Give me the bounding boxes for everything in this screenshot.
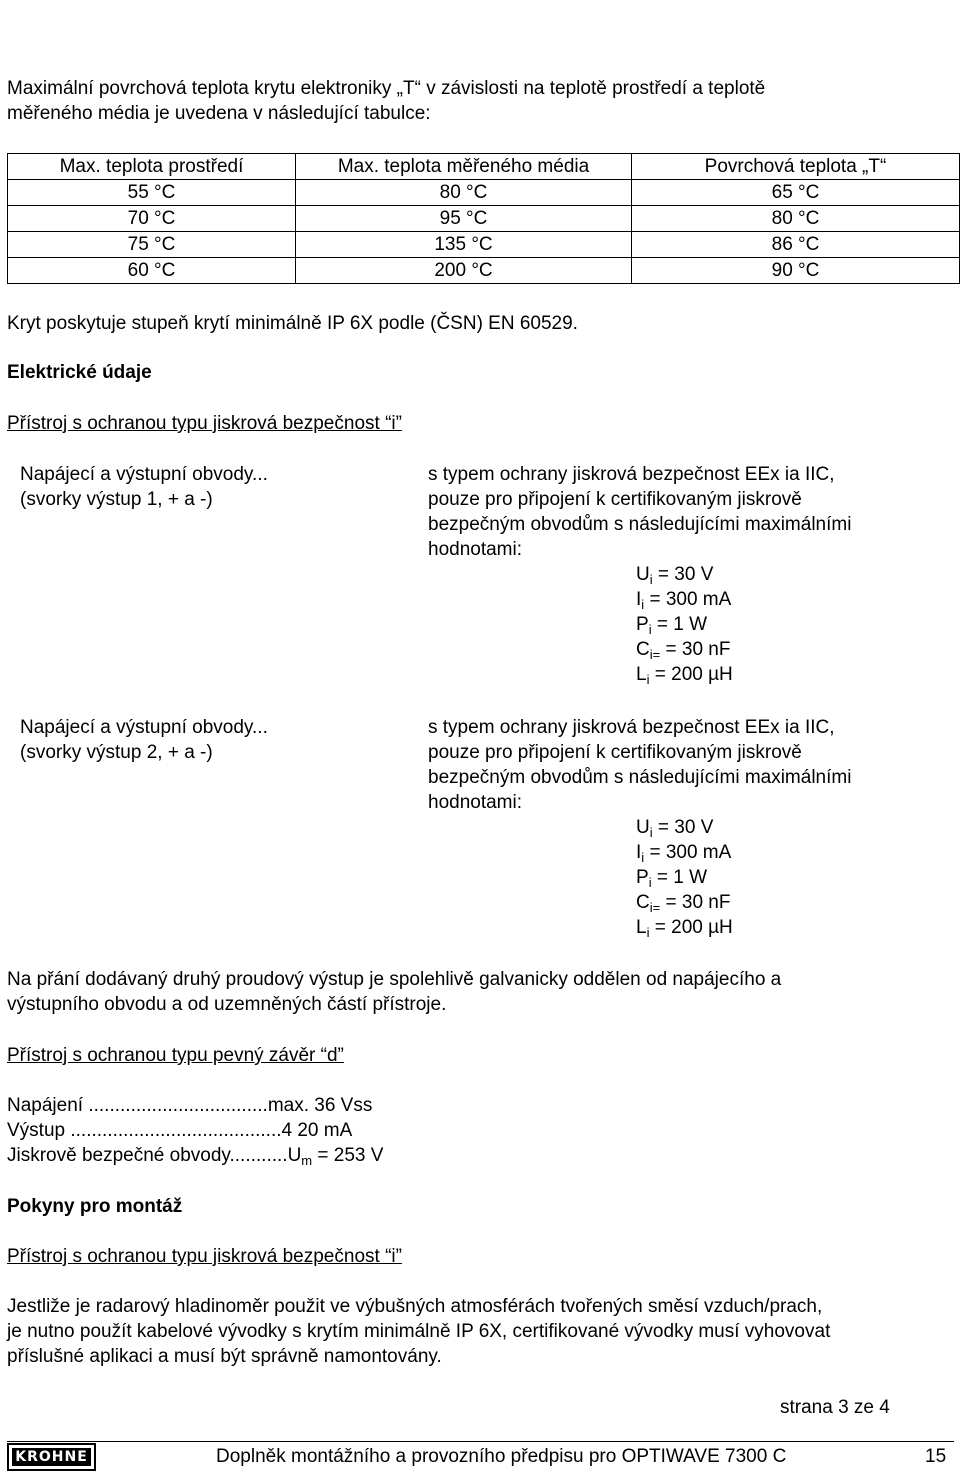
value-li: $L_i = 200$ µH [636,917,733,940]
table-cell: 65 °C [632,180,960,206]
output-spec: Výstup ........................................4 20 mA [7,1120,353,1141]
table-header-cell: Max. teplota měřeného média [296,154,632,180]
intrinsic-safety-subheading: Přístroj s ochranou typu jiskrová bezpečnost “i” [7,413,402,434]
krohne-logo [7,1443,96,1471]
circuit-label-1 [20,462,268,512]
description-line: s typem ochrany jiskrová bezpečnost EEx ia IIC, [428,464,835,485]
table-header-cell: Povrchová teplota „T“ [632,154,960,180]
table-header-cell: Max. teplota prostředí [8,154,296,180]
value-ii: $I_i = 300$ mA [636,842,732,865]
value-ci: $C_{i=} = 30$ nF [636,892,731,915]
temperature-table [7,153,960,284]
footer-page-number: 15 [925,1446,947,1467]
flameproof-specs [7,1093,383,1169]
footer-divider [7,1441,954,1442]
description-line: pouze pro připojení k certifikovaným jiskrově [428,742,802,763]
description-line: hodnotami: [428,539,523,560]
value-ui: $U_i = 30$ V [636,817,714,840]
max-values-1 [636,562,733,687]
page-of-label: strana 3 ze 4 [780,1397,890,1418]
table-row [8,258,960,284]
description-line: bezpečným obvodům s následujícími maximálními [428,514,852,535]
table-cell: 200 °C [296,258,632,284]
mounting-line-1: Jestliže je radarový hladinoměr použit ve výbušných atmosférách tvořených směsí vzduch/prach, [7,1296,823,1317]
description-line: hodnotami: [428,792,523,813]
table-cell: 70 °C [8,206,296,232]
table-header-row [8,154,960,180]
table-cell: 80 °C [632,206,960,232]
intro-text [7,76,765,126]
table-cell: 80 °C [296,180,632,206]
circuit-description-2 [428,715,851,815]
supply-spec: Napájení ..................................max. 36 Vss [7,1095,373,1116]
description-line: s typem ochrany jiskrová bezpečnost EEx ia IIC, [428,717,835,738]
table-cell: 90 °C [632,258,960,284]
table-cell: 86 °C [632,232,960,258]
intrinsic-circuit-spec: Jiskrově bezpečné $obvody...........U_m = 253$ V [7,1145,384,1168]
mounting-paragraph [7,1294,830,1369]
table-cell: 75 °C [8,232,296,258]
ip-protection-note: Kryt poskytuje stupeň krytí minimálně IP 6X podle (ČSN) EN 60529. [7,313,578,334]
electrical-heading: Elektrické údaje [7,362,152,383]
table-cell: 135 °C [296,232,632,258]
description-line: pouze pro připojení k certifikovaným jiskrově [428,489,802,510]
table-row [8,206,960,232]
table-cell: 55 °C [8,180,296,206]
footer-document-title: Doplněk montážního a provozního předpisu pro OPTIWAVE 7300 C [216,1446,787,1467]
mounting-line-2: je nutno použít kabelové vývodky s krytím minimálně IP 6X, certifikované vývodky musí vyhovovat [7,1321,831,1342]
value-li: $L_i = 200$ µH [636,664,733,687]
value-pi: $P_i = 1$ W [636,867,708,890]
logo-wordmark: KROHNE [12,1448,91,1466]
mounting-subheading: Přístroj s ochranou typu jiskrová bezpečnost “i” [7,1246,402,1267]
circuit-description-1 [428,462,851,562]
galvanic-line-2: výstupního obvodu a od uzemněných částí přístroje. [7,994,447,1015]
value-ui: $U_i = 30$ V [636,564,714,587]
intro-line-2: měřeného média je uvedena v následující tabulce: [7,103,431,124]
table-cell: 60 °C [8,258,296,284]
value-ii: $I_i = 300$ mA [636,589,732,612]
mounting-line-3: příslušné aplikaci a musí být správně namontovány. [7,1346,442,1367]
max-values-2 [636,815,733,940]
table-cell: 95 °C [296,206,632,232]
intro-line-1: Maximální povrchová teplota krytu elektroniky „T“ v závislosti na teplotě prostředí a teplotě [7,78,766,99]
table-row [8,232,960,258]
circuit-label-line: Napájecí a výstupní obvody... [20,464,268,485]
flameproof-subheading: Přístroj s ochranou typu pevný závěr “d” [7,1045,344,1066]
circuit-label-2 [20,715,268,765]
table-row [8,180,960,206]
galvanic-isolation-note [7,967,781,1017]
value-pi: $P_i = 1$ W [636,614,708,637]
galvanic-line-1: Na přání dodávaný druhý proudový výstup je spolehlivě galvanicky oddělen od napájecího a [7,969,782,990]
value-ci: $C_{i=} = 30$ nF [636,639,731,662]
mounting-heading: Pokyny pro montáž [7,1196,183,1217]
description-line: bezpečným obvodům s následujícími maximálními [428,767,852,788]
circuit-label-line: Napájecí a výstupní obvody... [20,717,268,738]
circuit-label-terminals: (svorky výstup 2, + a -) [20,742,213,763]
circuit-label-terminals: (svorky výstup 1, + a -) [20,489,213,510]
